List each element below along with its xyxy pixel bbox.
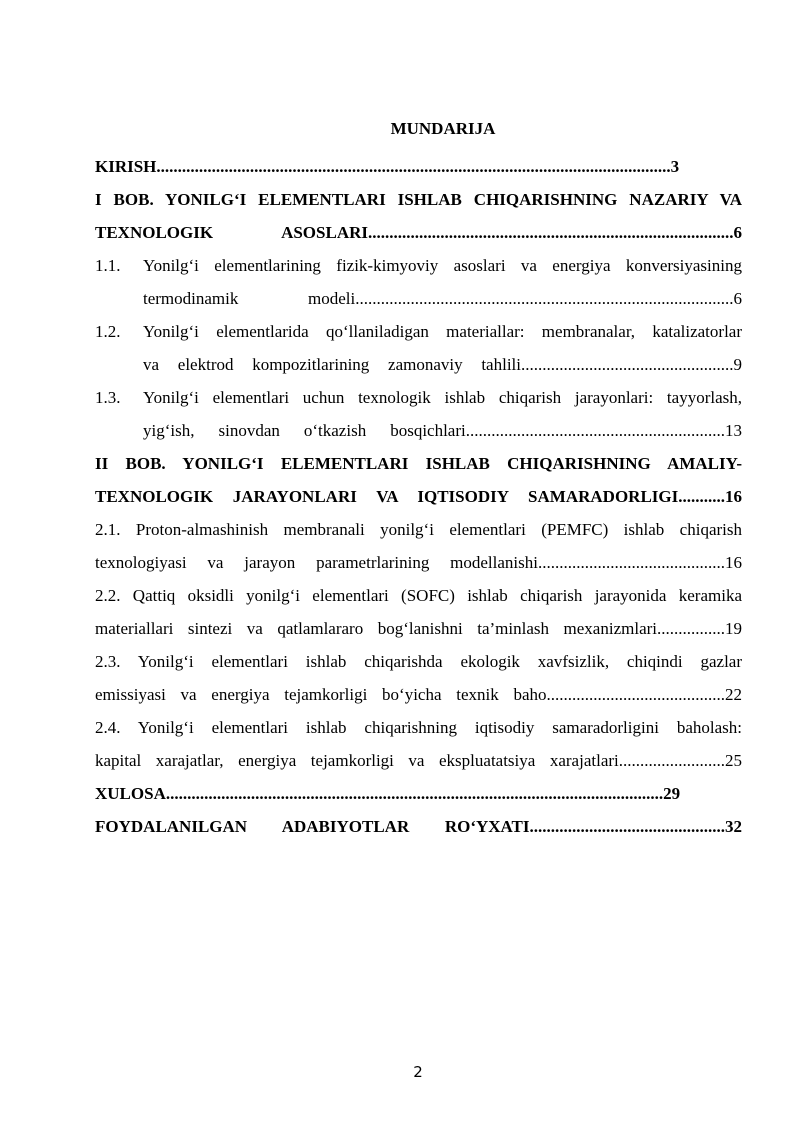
toc-entry-line: TEXNOLOGIK ASOSLARI......................................................................................6 [95, 223, 742, 242]
toc-entry[interactable] [95, 381, 742, 447]
toc-entry-line: termodinamik modeli.........................................................................................6 [143, 289, 742, 308]
toc-entry-line: texnologiyasi va jarayon parametrlarining modellanishi............................................16 [95, 553, 742, 572]
toc-entry-line: yig‘ish, sinovdan o‘tkazish bosqichlari.............................................................13 [143, 421, 742, 440]
toc-entry-line: 2.3. Yonilg‘i elementlari ishlab chiqarishda ekologik xavfsizlik, chiqindi gazlar [95, 652, 742, 671]
toc-heading: MUNDARIJA [390, 119, 496, 138]
toc-entry-number: 1.2. [95, 322, 121, 341]
toc-entry[interactable] [95, 183, 742, 249]
toc-entry-line: TEXNOLOGIK JARAYONLARI VA IQTISODIY SAMARADORLIGI...........16 [95, 487, 742, 506]
toc-entry-line: XULOSA.....................................................................................................................29 [95, 784, 681, 803]
toc-entry-line: kapital xarajatlar, energiya tejamkorligi va ekspluatatsiya xarajatlari.........................25 [95, 751, 742, 770]
toc-entry-line: I BOB. YONILG‘I ELEMENTLARI ISHLAB CHIQARISHNING NAZARIY VA [95, 190, 742, 209]
toc-entry[interactable] [95, 447, 742, 513]
toc-entry-number: 1.1. [95, 256, 121, 275]
toc-entry[interactable] [95, 645, 742, 711]
toc-entry-line: va elektrod kompozitlarining zamonaviy tahlili..................................................9 [143, 355, 742, 374]
toc-entry[interactable] [95, 249, 742, 315]
toc-entry-line: 2.1. Proton-almashinish membranali yonilg‘i elementlari (PEMFC) ishlab chiqarish [95, 520, 742, 539]
toc-entry-line: FOYDALANILGAN ADABIYOTLAR RO‘YXATI..............................................32 [95, 817, 742, 836]
toc-entry[interactable] [95, 150, 742, 183]
toc-entry-line: KIRISH.........................................................................................................................3 [95, 157, 680, 176]
toc-entry-line: emissiyasi va energiya tejamkorligi bo‘yicha texnik baho..........................................22 [95, 685, 742, 704]
toc-entry-line: Yonilg‘i elementlari uchun texnologik ishlab chiqarish jarayonlari: tayyorlash, [143, 388, 742, 407]
toc-entry[interactable] [95, 777, 742, 810]
toc-entry-line: Yonilg‘i elementlarining fizik-kimyoviy asoslari va energiya konversiyasining [143, 256, 742, 275]
toc-entry-line: Yonilg‘i elementlarida qo‘llaniladigan materiallar: membranalar, katalizatorlar [143, 322, 742, 341]
toc-entry[interactable] [95, 579, 742, 645]
page-number: 2 [413, 1063, 423, 1081]
toc-entry-line: materiallari sintezi va qatlamlararo bog‘lanishni ta’minlash mexanizmlari................19 [95, 619, 742, 638]
toc-entry[interactable] [95, 711, 742, 777]
toc-entry[interactable] [95, 315, 742, 381]
toc-entry-number: 1.3. [95, 388, 121, 407]
toc-entry-line: 2.2. Qattiq oksidli yonilg‘i elementlari (SOFC) ishlab chiqarish jarayonida keramika [95, 586, 742, 605]
toc-entry[interactable] [95, 513, 742, 579]
table-of-contents [95, 150, 742, 843]
toc-entry-line: II BOB. YONILG‘I ELEMENTLARI ISHLAB CHIQARISHNING AMALIY- [95, 454, 742, 473]
toc-entry-line: 2.4. Yonilg‘i elementlari ishlab chiqarishning iqtisodiy samaradorligini baholash: [95, 718, 742, 737]
toc-entry[interactable] [95, 810, 742, 843]
